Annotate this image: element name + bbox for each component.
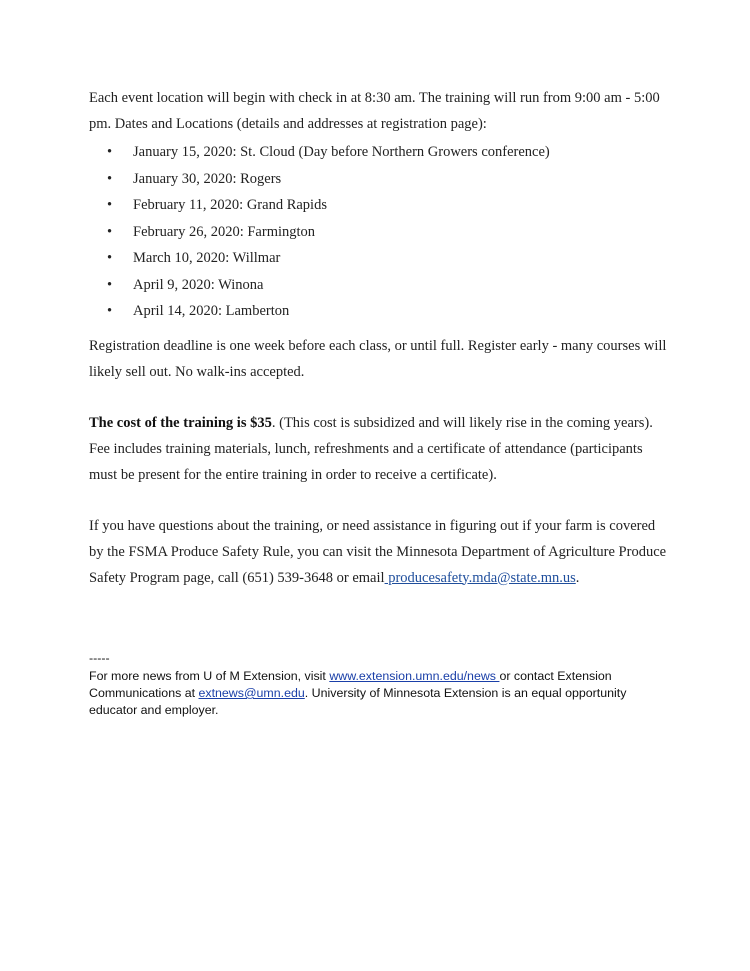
footer-text-1: For more news from U of M Extension, visit (89, 669, 330, 683)
list-item (107, 219, 669, 246)
extension-news-link[interactable]: www.extension.umn.edu/news (329, 669, 500, 683)
bullet-icon: • (107, 223, 113, 240)
cost-details: . (This cost is subsidized and will likely rise in the coming years). Fee includes training materials, lunch, refreshments and a certificate of attendance (participants must be present for the entire training in order to receive a certificate). (89, 414, 653, 483)
location-text: January 30, 2020: Rogers (133, 170, 282, 187)
location-text: February 11, 2020: Grand Rapids (133, 197, 327, 213)
footer-text (89, 668, 649, 719)
extnews-email-link[interactable]: extnews@umn.edu (198, 686, 305, 700)
location-text: April 14, 2020: Lamberton (133, 303, 290, 319)
footer-text-3: . University of Minnesota Extension is an equal opportunity educator and employer. (89, 686, 627, 717)
bullet-icon: • (107, 276, 113, 293)
location-text: January 15, 2020: St. Cloud (Day before Northern Growers conference) (133, 144, 550, 160)
location-text: April 9, 2020: Winona (133, 276, 264, 293)
list-item (107, 245, 669, 272)
footer-divider: ----- (89, 651, 110, 665)
footer-text-2: or contact Extension Communications at (89, 669, 612, 700)
list-item (107, 272, 669, 299)
list-item (107, 298, 669, 325)
list-item (107, 166, 669, 193)
location-text: February 26, 2020: Farmington (133, 223, 316, 240)
deadline-paragraph: Registration deadline is one week before each class, or until full. Register early - many courses will likely sell out. No walk-ins accepted. (89, 337, 667, 380)
bullet-icon: • (107, 303, 113, 319)
questions-paragraph (89, 513, 669, 591)
locations-list (89, 139, 669, 325)
footer (89, 650, 649, 719)
email-link[interactable]: producesafety.mda@state.mn.us (384, 569, 576, 586)
cost-highlight: The cost of the training is $35 (89, 414, 272, 431)
bullet-icon: • (107, 144, 113, 160)
bullet-icon: • (107, 170, 113, 187)
questions-end: . (575, 569, 580, 586)
location-text: March 10, 2020: Willmar (133, 250, 281, 266)
cost-paragraph (89, 410, 669, 488)
document-body (89, 85, 669, 591)
list-item (107, 192, 669, 219)
questions-text: If you have questions about the training, or need assistance in figuring out if your farm is covered by the FSMA Produce Safety Rule, you can visit the Minnesota Department of Agriculture Produce Safety Program page, call (651) 539-3648 or email (89, 517, 667, 586)
intro-paragraph: Each event location will begin with check in at 8:30 am. The training will run from 9:00 am - 5:00 pm. Dates and Locations (details and addresses at registration page): (89, 90, 660, 132)
list-item (107, 139, 669, 166)
bullet-icon: • (107, 250, 113, 266)
bullet-icon: • (107, 197, 113, 213)
